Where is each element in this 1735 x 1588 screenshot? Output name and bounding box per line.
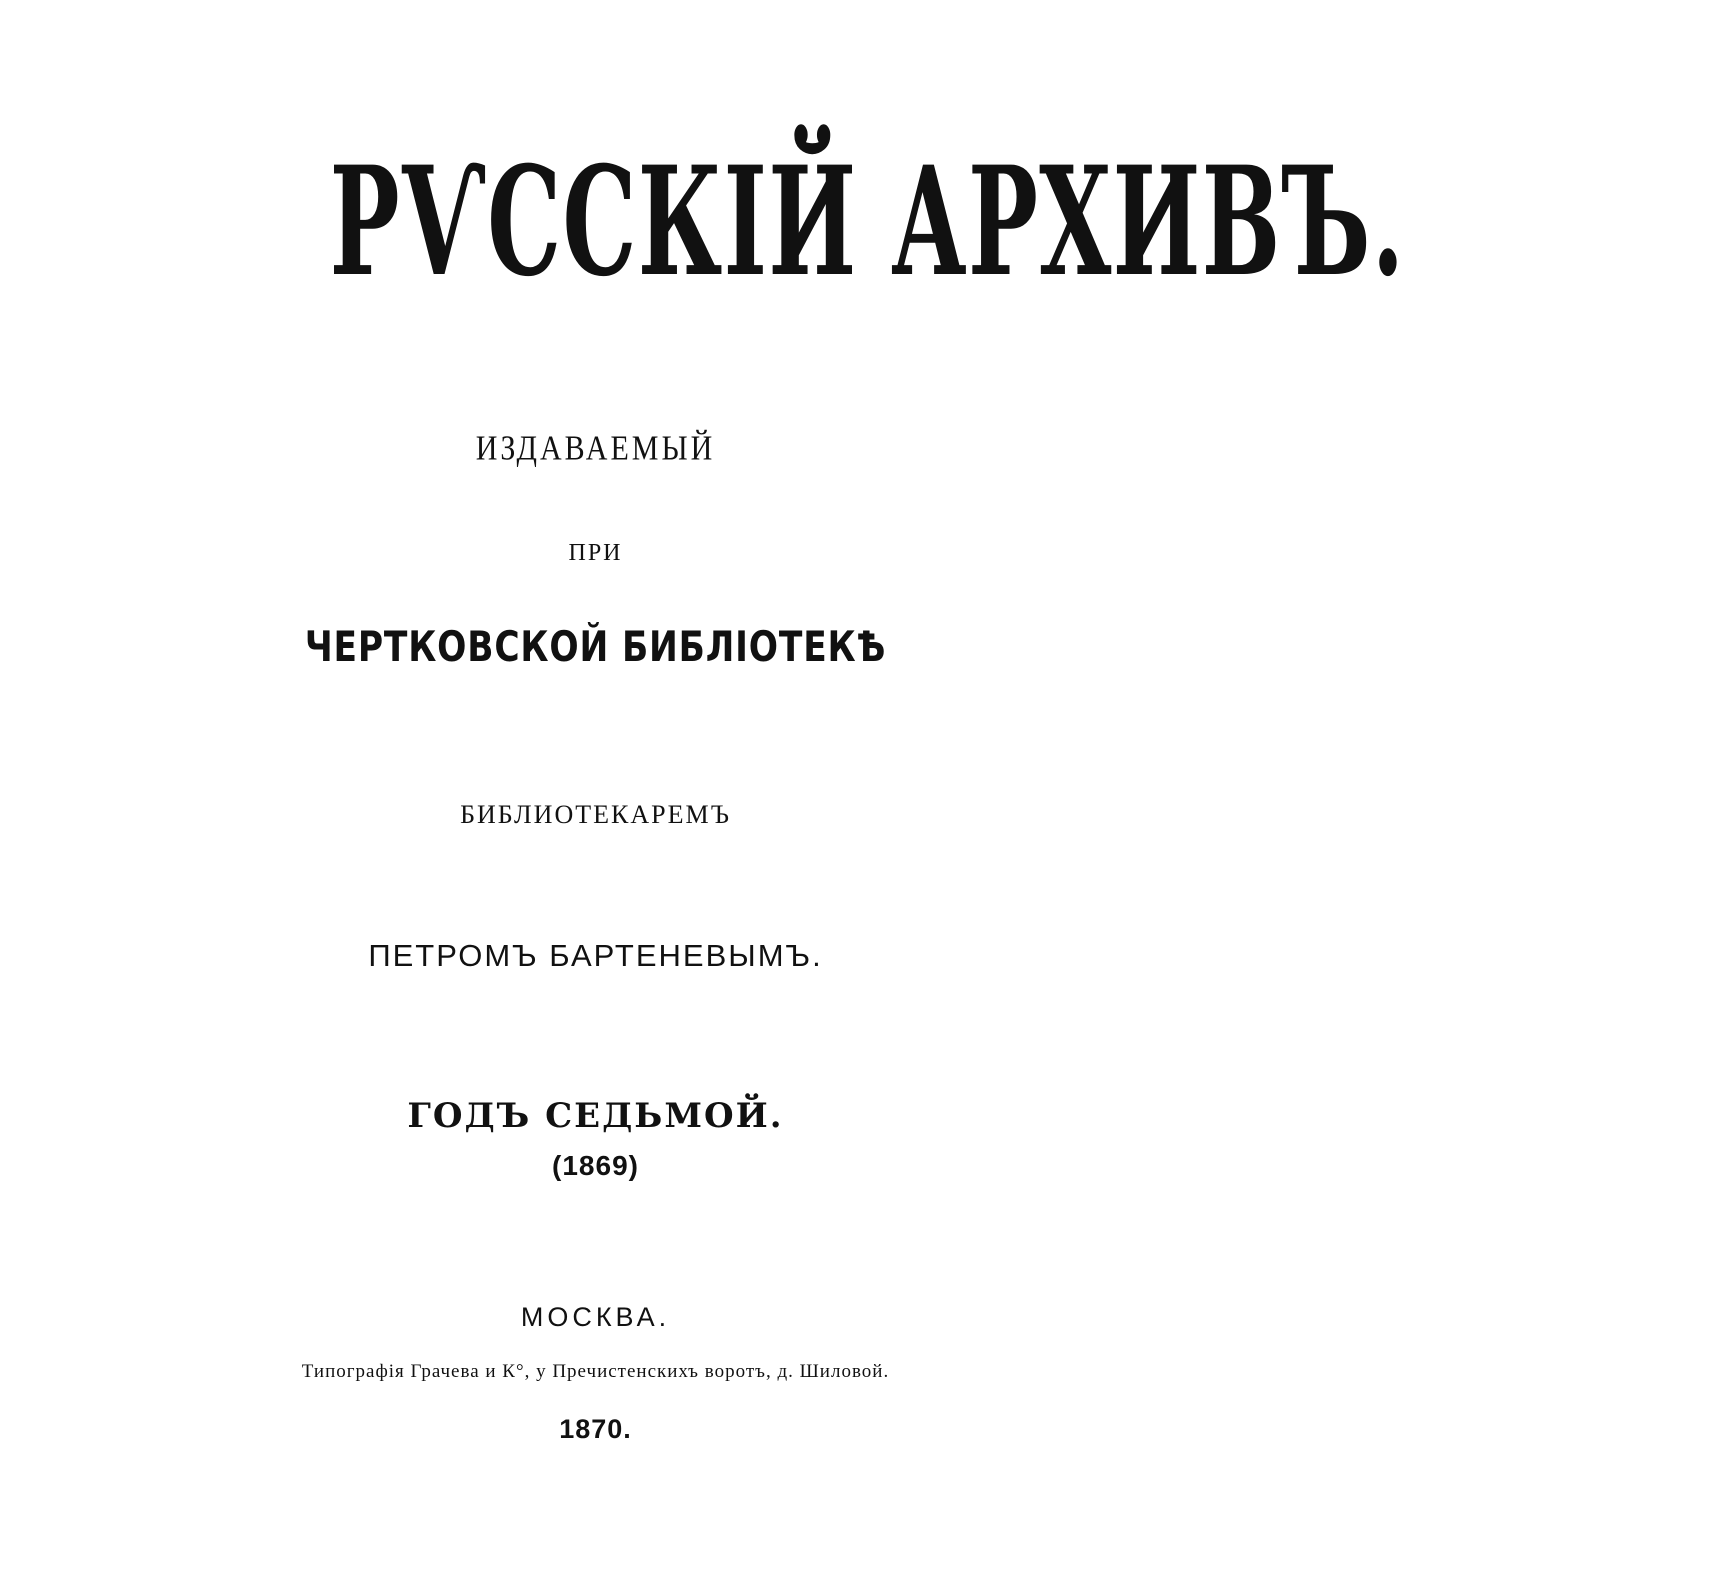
- imprint-city: МОСКВА.: [520, 1302, 671, 1332]
- library-name-text: ЧЕРТКОВСКОЙ БИБЛІОТЕКѢ: [304, 622, 887, 671]
- imprint-year: 1870.: [559, 1414, 632, 1444]
- masthead-text: РѴССКІЙ АРХИВЪ.: [329, 134, 1406, 310]
- preposition-label: ПРИ: [568, 540, 623, 566]
- author-name: ПЕТРОМЪ БАРТЕНЕВЫМЪ.: [368, 938, 823, 973]
- issued-label: ИЗДАВАЕМЫЙ: [475, 429, 716, 468]
- masthead-title: [0, 112, 1406, 332]
- volume-year-label: ГОДЪ СЕДЬМОЙ.: [407, 1096, 784, 1136]
- library-name: [0, 622, 1191, 671]
- volume-year-value: (1869): [552, 1150, 639, 1181]
- imprint-printer: Типографія Грачева и К°, у Пречистенскихъ воротъ, д. Шиловой.: [301, 1361, 890, 1382]
- librarian-label: БИБЛИОТЕКАРЕМЪ: [460, 800, 731, 829]
